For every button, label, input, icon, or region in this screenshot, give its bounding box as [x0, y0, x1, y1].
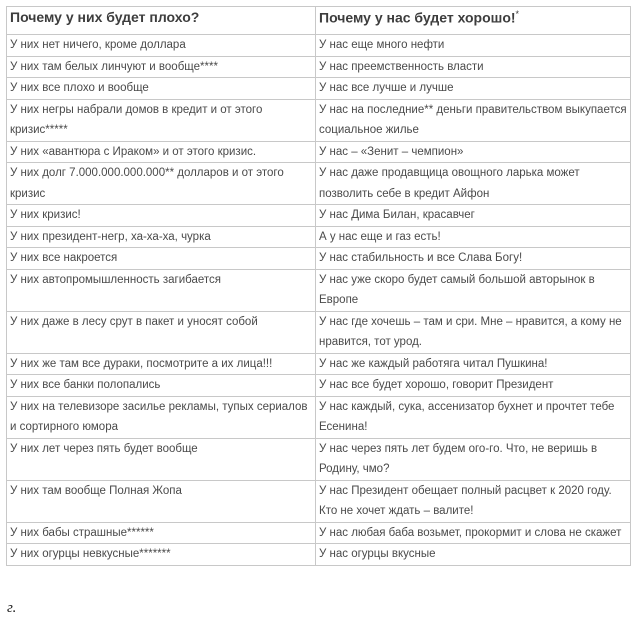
table-cell-left: У них кризис! [7, 205, 316, 227]
table-row [7, 438, 631, 480]
header-right-mark: * [515, 9, 520, 19]
table-cell-right: У нас даже продавщица овощного ларька может позволить себе в кредит Айфон [316, 163, 631, 205]
table-row [7, 375, 631, 397]
table-cell-right: У нас уже скоро будет самый большой авторынок в Европе [316, 269, 631, 311]
table-cell-right: У нас еще много нефти [316, 35, 631, 57]
comparison-table [6, 6, 631, 566]
table-cell-left: У них все накроется [7, 248, 316, 270]
table-cell-right: А у нас еще и газ есть! [316, 226, 631, 248]
table-cell-left: У них негры набрали домов в кредит и от этого кризис***** [7, 99, 316, 141]
table-cell-right: У нас через пять лет будем ого-го. Что, не веришь в Родину, чмо? [316, 438, 631, 480]
table-cell-left: У них там вообще Полная Жопа [7, 480, 316, 522]
table-row [7, 99, 631, 141]
table-cell-right: У нас преемственность власти [316, 56, 631, 78]
table-cell-left: У них бабы страшные****** [7, 522, 316, 544]
table-cell-right: У нас где хочешь – там и сри. Мне – нравится, а кому не нравится, тот урод. [316, 311, 631, 353]
table-cell-left: У них все банки полопались [7, 375, 316, 397]
table-row [7, 480, 631, 522]
table-row [7, 396, 631, 438]
table-cell-right: У нас Президент обещает полный расцвет к 2020 году. Кто не хочет ждать – валите! [316, 480, 631, 522]
table-cell-left: У них автопромышленность загибается [7, 269, 316, 311]
table-row [7, 353, 631, 375]
table-row [7, 56, 631, 78]
table-cell-left: У них нет ничего, кроме доллара [7, 35, 316, 57]
table-cell-right: У нас каждый, сука, ассенизатор бухнет и прочтет тебе Есенина! [316, 396, 631, 438]
table-row [7, 226, 631, 248]
header-right [316, 7, 631, 35]
table-cell-right: У нас – «Зенит – чемпион» [316, 141, 631, 163]
table-cell-left: У них же там все дураки, посмотрите а их лица!!! [7, 353, 316, 375]
table-row [7, 205, 631, 227]
table-cell-left: У них там белых линчуют и вообще**** [7, 56, 316, 78]
table-row [7, 35, 631, 57]
table-cell-left: У них на телевизоре засилье рекламы, тупых сериалов и сортирного юмора [7, 396, 316, 438]
table-row [7, 163, 631, 205]
table-row [7, 248, 631, 270]
table-cell-left: У них лет через пять будет вообще [7, 438, 316, 480]
table-cell-right: У нас же каждый работяга читал Пушкина! [316, 353, 631, 375]
table-cell-right: У нас любая баба возьмет, прокормит и слова не скажет [316, 522, 631, 544]
comparison-table-container [6, 6, 630, 566]
trailing-text: г. [7, 600, 17, 616]
table-cell-right: У нас все лучше и лучше [316, 78, 631, 100]
table-cell-left: У них все плохо и вообще [7, 78, 316, 100]
table-row [7, 311, 631, 353]
header-left-text: Почему у них будет плохо? [10, 9, 200, 25]
table-cell-left: У них «авантюра с Ираком» и от этого кризис. [7, 141, 316, 163]
table-row [7, 544, 631, 566]
table-cell-left: У них даже в лесу срут в пакет и уносят собой [7, 311, 316, 353]
table-cell-right: У нас все будет хорошо, говорит Президент [316, 375, 631, 397]
table-body [7, 35, 631, 566]
header-left [7, 7, 316, 35]
table-cell-right: У нас Дима Билан, красавчег [316, 205, 631, 227]
table-cell-left: У них долг 7.000.000.000.000** долларов и от этого кризис [7, 163, 316, 205]
table-cell-right: У нас стабильность и все Слава Богу! [316, 248, 631, 270]
table-cell-right: У нас на последние** деньги правительством выкупается социальное жилье [316, 99, 631, 141]
table-cell-left: У них президент-негр, ха-ха-ха, чурка [7, 226, 316, 248]
header-right-text: Почему у нас будет хорошо! [319, 9, 516, 26]
table-row [7, 269, 631, 311]
table-cell-left: У них огурцы невкусные******* [7, 544, 316, 566]
table-row [7, 78, 631, 100]
table-row [7, 141, 631, 163]
table-row [7, 522, 631, 544]
table-cell-right: У нас огурцы вкусные [316, 544, 631, 566]
table-header-row [7, 7, 631, 35]
